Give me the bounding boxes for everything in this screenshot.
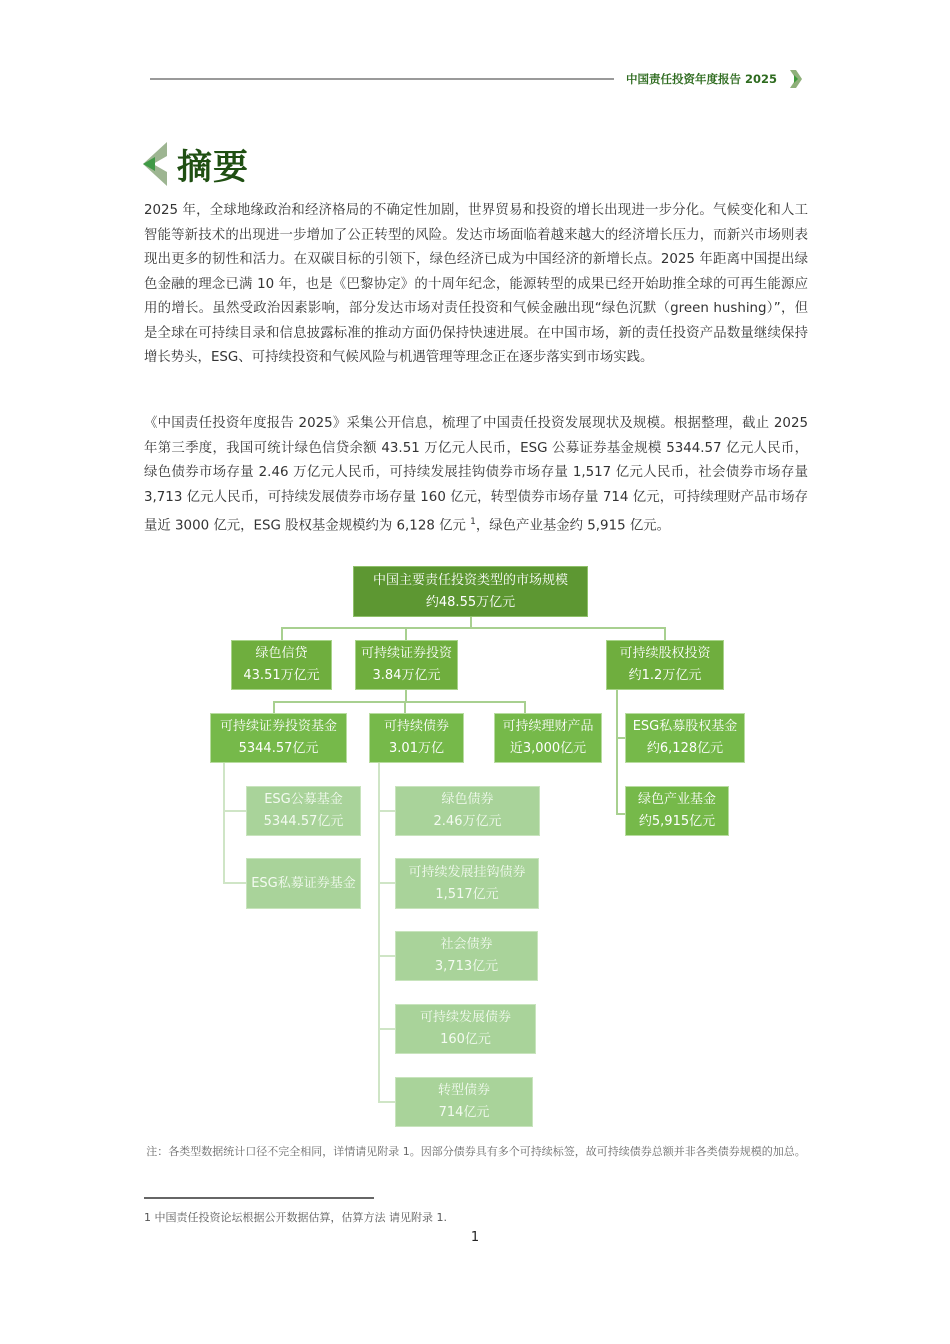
node-sustainable-bonds [369,713,464,763]
page-number: 1 [470,1230,480,1245]
paragraph-2-tail: ，绿色产业基金约 5,915 亿元。 [475,518,671,534]
connector [281,627,283,640]
summary-paragraph-2 [144,412,808,539]
node-value: 714亿元 [438,1105,490,1120]
node-label: 社会债券 [440,937,493,952]
connector [378,955,395,957]
node-value: 3,713亿元 [434,959,499,974]
node-label: 中国主要责任投资类型的市场规模 [372,572,568,588]
node-label: ESG私募证券基金 [251,875,356,891]
node-value: 3.84万亿元 [372,668,441,683]
node-label: 绿色产业基金 [637,792,716,807]
paragraph-2-text: 《中国责任投资年度报告 2025》采集公开信息，梳理了中国责任投资发展现状及规模。根据整理，截止 2025 年第三季度，我国可统计绿色信贷余额 43.51 万亿元人民币，ESG 公募证券基金规模 5344.57 亿元人民币，绿色债券市场存量 2.46 万亿元人民币，可持续发展挂钩债券市场存量 1,517 亿元人民币，社会债券市场存量 3,713 亿元人民币，可持续发展债券市场存量 160 亿元，转型债券市场存量 714 亿元，可持续理财产品市场存量近 3000 亿元，ESG 股权基金规模约为 6,128 亿元 [144,416,808,534]
diagram-note: 注：各类型数据统计口径不完全相同，详情请见附录 1。因部分债券具有多个可持续标签，故可持续债券总额并非各类债券规模的加总。 [146,1145,806,1158]
node-label: 可持续证券投资基金 [219,719,337,734]
node-green-credit [231,640,332,690]
connector [378,1028,395,1030]
node-root [353,566,588,617]
chevron-right-icon [790,70,802,88]
node-label: 可持续证券投资 [360,646,452,661]
footnote: 1 中国责任投资论坛根据公开数据估算，估算方法 请见附录 1. [144,1211,447,1224]
connector [223,882,246,884]
connector [664,627,666,640]
node-esg-private-securities-funds [246,858,361,909]
node-transition-bonds [395,1077,533,1127]
connector [405,627,407,640]
footnote-rule [144,1197,374,1199]
node-label: 绿色信贷 [255,646,308,661]
node-esg-public-funds [246,786,361,836]
connector [378,1101,395,1103]
summary-paragraph-1: 2025 年，全球地缘政治和经济格局的不确定性加剧，世界贸易和投资的增长出现进一步分化。气候变化和人工智能等新技术的出现进一步增加了公正转型的风险。发达市场面临着越来越大的经济增长压力，而新兴市场则表现出更多的韧性和活力。在双碳目标的引领下，绿色经济已成为中国经济的新增长点。2025 年距离中国提出绿色金融的理念已满 10 年，也是《巴黎协定》的十周年纪念，能源转型的成果已经开始助推全球的可再生能源应用的增长。虽然受政治因素影响，部分发达市场对责任投资和气候金融出现“绿色沉默（green hushing）”，但是全球在可持续目录和信息披露标准的推动方面仍保持快速进展。在中国市场，新的责任投资产品数量继续保持增长势头，ESG、可持续投资和气候风险与机遇管理等理念正在逐步落实到市场实践。 [144,203,808,365]
node-label: 可持续发展债券 [419,1010,511,1025]
node-label: 转型债券 [437,1083,490,1098]
node-value: 43.51万亿元 [243,668,320,683]
node-sustainability-bonds [395,1004,536,1054]
connector [378,763,380,1103]
connector [281,627,666,629]
node-esg-pe-funds [625,713,745,763]
connector [378,882,395,884]
node-green-bonds [395,786,540,836]
node-sustainable-equity [606,640,724,690]
node-label: 绿色债券 [441,792,494,807]
node-green-industry-funds [625,786,729,836]
node-label: 可持续发展挂钩债券 [408,864,526,880]
node-value: 5344.57亿元 [263,814,344,829]
connector [223,810,246,812]
connector [273,701,526,703]
node-value: 160亿元 [440,1032,491,1047]
node-value: 5344.57亿元 [238,741,319,756]
node-label: ESG公募基金 [264,792,343,807]
section-title: 摘要 [177,148,250,188]
node-label: ESG私募股权基金 [632,719,738,734]
node-value: 约48.55万亿元 [425,594,516,610]
node-sustainable-securities [355,640,458,690]
report-title: 中国责任投资年度报告 2025 [626,72,778,86]
node-value: 约6,128亿元 [646,741,724,756]
connector [404,701,406,713]
chevron-left-icon [143,142,167,186]
node-value: 近3,000亿元 [509,741,587,756]
node-social-bonds [395,931,538,981]
node-sustainability-linked-bonds [395,858,539,909]
connector [223,763,225,884]
node-value: 约5,915亿元 [638,814,716,829]
node-label: 可持续股权投资 [619,646,711,661]
node-sustainable-wealth-products [494,713,602,763]
node-sustainable-securities-funds [210,713,347,763]
node-label: 可持续理财产品 [502,719,594,734]
node-value: 2.46万亿元 [433,814,502,829]
header-rule [150,78,614,80]
footnote-ref[interactable]: 1 [470,517,476,527]
node-value: 3.01万亿 [389,741,444,756]
connector [524,701,526,713]
connector [273,701,275,713]
node-label: 可持续债券 [383,719,449,734]
node-value: 约1.2万亿元 [628,668,702,683]
connector [616,689,618,815]
node-value: 1,517亿元 [435,886,499,902]
connector [378,810,395,812]
